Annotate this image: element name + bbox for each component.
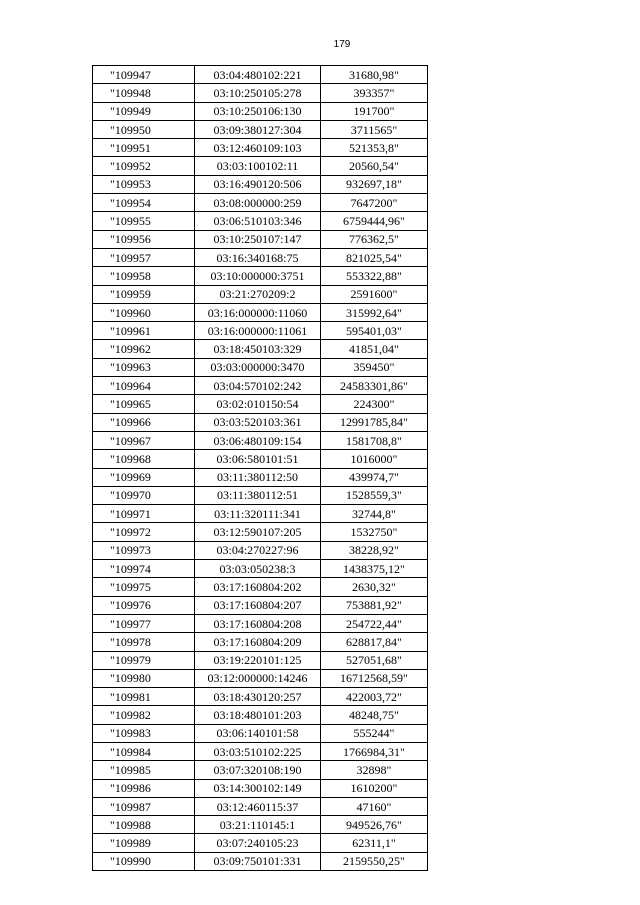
value-cell: 31680,98" xyxy=(321,66,428,84)
table-row xyxy=(93,614,428,632)
table-row xyxy=(93,852,428,870)
value-cell: 1528559,3" xyxy=(321,486,428,504)
cadastral-number-cell: 03:18:450103:329 xyxy=(195,340,321,358)
cadastral-number-cell: 03:10:250107:147 xyxy=(195,230,321,248)
table-row xyxy=(93,194,428,212)
record-id-cell: "109960 xyxy=(93,303,195,321)
cadastral-number-cell: 03:16:000000:11060 xyxy=(195,303,321,321)
table-row xyxy=(93,230,428,248)
value-cell: 753881,92" xyxy=(321,596,428,614)
record-id-cell: "109981 xyxy=(93,688,195,706)
value-cell: 821025,54" xyxy=(321,248,428,266)
cadastral-number-cell: 03:06:480109:154 xyxy=(195,431,321,449)
cadastral-number-cell: 03:18:480101:203 xyxy=(195,706,321,724)
registry-table-body xyxy=(93,66,428,871)
record-id-cell: "109948 xyxy=(93,84,195,102)
cadastral-number-cell: 03:12:460115:37 xyxy=(195,797,321,815)
table-row xyxy=(93,834,428,852)
table-row xyxy=(93,450,428,468)
cadastral-number-cell: 03:16:340168:75 xyxy=(195,248,321,266)
record-id-cell: "109970 xyxy=(93,486,195,504)
value-cell: 949526,76" xyxy=(321,816,428,834)
cadastral-number-cell: 03:04:480102:221 xyxy=(195,66,321,84)
cadastral-number-cell: 03:21:110145:1 xyxy=(195,816,321,834)
record-id-cell: "109990 xyxy=(93,852,195,870)
record-id-cell: "109988 xyxy=(93,816,195,834)
value-cell: 521353,8" xyxy=(321,139,428,157)
cadastral-number-cell: 03:18:430120:257 xyxy=(195,688,321,706)
record-id-cell: "109989 xyxy=(93,834,195,852)
table-row xyxy=(93,779,428,797)
cadastral-number-cell: 03:10:250105:278 xyxy=(195,84,321,102)
table-row xyxy=(93,102,428,120)
record-id-cell: "109968 xyxy=(93,450,195,468)
record-id-cell: "109951 xyxy=(93,139,195,157)
cadastral-number-cell: 03:08:000000:259 xyxy=(195,194,321,212)
record-id-cell: "109961 xyxy=(93,322,195,340)
table-row xyxy=(93,84,428,102)
cadastral-number-cell: 03:06:580101:51 xyxy=(195,450,321,468)
record-id-cell: "109971 xyxy=(93,505,195,523)
record-id-cell: "109964 xyxy=(93,377,195,395)
table-row xyxy=(93,651,428,669)
cadastral-number-cell: 03:04:270227:96 xyxy=(195,541,321,559)
value-cell: 2591600" xyxy=(321,285,428,303)
table-row xyxy=(93,431,428,449)
value-cell: 393357" xyxy=(321,84,428,102)
value-cell: 41851,04" xyxy=(321,340,428,358)
value-cell: 595401,03" xyxy=(321,322,428,340)
cadastral-number-cell: 03:16:000000:11061 xyxy=(195,322,321,340)
cadastral-number-cell: 03:12:000000:14246 xyxy=(195,669,321,687)
table-row xyxy=(93,468,428,486)
record-id-cell: "109979 xyxy=(93,651,195,669)
cadastral-number-cell: 03:03:050238:3 xyxy=(195,560,321,578)
record-id-cell: "109978 xyxy=(93,633,195,651)
record-id-cell: "109966 xyxy=(93,413,195,431)
table-row xyxy=(93,596,428,614)
record-id-cell: "109952 xyxy=(93,157,195,175)
record-id-cell: "109959 xyxy=(93,285,195,303)
page-number: 179 xyxy=(333,39,351,50)
cadastral-number-cell: 03:17:160804:202 xyxy=(195,578,321,596)
record-id-cell: "109972 xyxy=(93,523,195,541)
value-cell: 1532750" xyxy=(321,523,428,541)
value-cell: 527051,68" xyxy=(321,651,428,669)
table-row xyxy=(93,706,428,724)
value-cell: 555244" xyxy=(321,724,428,742)
table-row xyxy=(93,505,428,523)
record-id-cell: "109963 xyxy=(93,358,195,376)
value-cell: 191700" xyxy=(321,102,428,120)
record-id-cell: "109983 xyxy=(93,724,195,742)
cadastral-number-cell: 03:17:160804:209 xyxy=(195,633,321,651)
cadastral-number-cell: 03:11:380112:50 xyxy=(195,468,321,486)
cadastral-number-cell: 03:17:160804:208 xyxy=(195,614,321,632)
table-row xyxy=(93,285,428,303)
cadastral-number-cell: 03:10:250106:130 xyxy=(195,102,321,120)
record-id-cell: "109949 xyxy=(93,102,195,120)
table-row xyxy=(93,157,428,175)
table-row xyxy=(93,486,428,504)
record-id-cell: "109957 xyxy=(93,248,195,266)
table-row xyxy=(93,120,428,138)
value-cell: 254722,44" xyxy=(321,614,428,632)
table-row xyxy=(93,797,428,815)
value-cell: 3711565" xyxy=(321,120,428,138)
table-row xyxy=(93,578,428,596)
cadastral-number-cell: 03:19:220101:125 xyxy=(195,651,321,669)
value-cell: 1581708,8" xyxy=(321,431,428,449)
cadastral-number-cell: 03:21:270209:2 xyxy=(195,285,321,303)
table-row xyxy=(93,248,428,266)
registry-table xyxy=(92,65,428,871)
cadastral-number-cell: 03:09:380127:304 xyxy=(195,120,321,138)
record-id-cell: "109975 xyxy=(93,578,195,596)
table-row xyxy=(93,322,428,340)
record-id-cell: "109962 xyxy=(93,340,195,358)
record-id-cell: "109986 xyxy=(93,779,195,797)
value-cell: 422003,72" xyxy=(321,688,428,706)
cadastral-number-cell: 03:09:750101:331 xyxy=(195,852,321,870)
record-id-cell: "109973 xyxy=(93,541,195,559)
value-cell: 932697,18" xyxy=(321,175,428,193)
value-cell: 776362,5" xyxy=(321,230,428,248)
record-id-cell: "109977 xyxy=(93,614,195,632)
value-cell: 62311,1" xyxy=(321,834,428,852)
cadastral-number-cell: 03:06:140101:58 xyxy=(195,724,321,742)
table-row xyxy=(93,413,428,431)
record-id-cell: "109955 xyxy=(93,212,195,230)
value-cell: 2159550,25" xyxy=(321,852,428,870)
record-id-cell: "109987 xyxy=(93,797,195,815)
value-cell: 359450" xyxy=(321,358,428,376)
table-row xyxy=(93,688,428,706)
cadastral-number-cell: 03:07:320108:190 xyxy=(195,761,321,779)
value-cell: 1016000" xyxy=(321,450,428,468)
table-row xyxy=(93,395,428,413)
cadastral-number-cell: 03:03:000000:3470 xyxy=(195,358,321,376)
cadastral-number-cell: 03:02:010150:54 xyxy=(195,395,321,413)
value-cell: 6759444,96" xyxy=(321,212,428,230)
value-cell: 12991785,84" xyxy=(321,413,428,431)
record-id-cell: "109985 xyxy=(93,761,195,779)
table-row xyxy=(93,523,428,541)
table-row xyxy=(93,816,428,834)
table-row xyxy=(93,669,428,687)
cadastral-number-cell: 03:03:100102:11 xyxy=(195,157,321,175)
value-cell: 20560,54" xyxy=(321,157,428,175)
table-row xyxy=(93,66,428,84)
value-cell: 315992,64" xyxy=(321,303,428,321)
cadastral-number-cell: 03:12:460109:103 xyxy=(195,139,321,157)
cadastral-number-cell: 03:12:590107:205 xyxy=(195,523,321,541)
table-row xyxy=(93,358,428,376)
record-id-cell: "109956 xyxy=(93,230,195,248)
record-id-cell: "109967 xyxy=(93,431,195,449)
table-row xyxy=(93,724,428,742)
cadastral-number-cell: 03:16:490120:506 xyxy=(195,175,321,193)
value-cell: 628817,84" xyxy=(321,633,428,651)
table-row xyxy=(93,633,428,651)
table-row xyxy=(93,541,428,559)
value-cell: 38228,92" xyxy=(321,541,428,559)
value-cell: 32898" xyxy=(321,761,428,779)
record-id-cell: "109980 xyxy=(93,669,195,687)
value-cell: 24583301,86" xyxy=(321,377,428,395)
value-cell: 224300" xyxy=(321,395,428,413)
table-row xyxy=(93,175,428,193)
record-id-cell: "109958 xyxy=(93,267,195,285)
record-id-cell: "109974 xyxy=(93,560,195,578)
table-row xyxy=(93,560,428,578)
value-cell: 1610200" xyxy=(321,779,428,797)
value-cell: 2630,32" xyxy=(321,578,428,596)
cadastral-number-cell: 03:14:300102:149 xyxy=(195,779,321,797)
table-row xyxy=(93,340,428,358)
record-id-cell: "109982 xyxy=(93,706,195,724)
value-cell: 48248,75" xyxy=(321,706,428,724)
record-id-cell: "109969 xyxy=(93,468,195,486)
cadastral-number-cell: 03:10:000000:3751 xyxy=(195,267,321,285)
cadastral-number-cell: 03:04:570102:242 xyxy=(195,377,321,395)
table-row xyxy=(93,212,428,230)
table-row xyxy=(93,377,428,395)
value-cell: 16712568,59" xyxy=(321,669,428,687)
value-cell: 439974,7" xyxy=(321,468,428,486)
value-cell: 47160" xyxy=(321,797,428,815)
record-id-cell: "109953 xyxy=(93,175,195,193)
record-id-cell: "109976 xyxy=(93,596,195,614)
table-row xyxy=(93,267,428,285)
cadastral-number-cell: 03:11:320111:341 xyxy=(195,505,321,523)
record-id-cell: "109950 xyxy=(93,120,195,138)
cadastral-number-cell: 03:07:240105:23 xyxy=(195,834,321,852)
table-row xyxy=(93,303,428,321)
record-id-cell: "109984 xyxy=(93,742,195,760)
value-cell: 1766984,31" xyxy=(321,742,428,760)
cadastral-number-cell: 03:06:510103:346 xyxy=(195,212,321,230)
table-row xyxy=(93,742,428,760)
value-cell: 32744,8" xyxy=(321,505,428,523)
cadastral-number-cell: 03:17:160804:207 xyxy=(195,596,321,614)
cadastral-number-cell: 03:03:520103:361 xyxy=(195,413,321,431)
value-cell: 7647200" xyxy=(321,194,428,212)
cadastral-number-cell: 03:11:380112:51 xyxy=(195,486,321,504)
record-id-cell: "109954 xyxy=(93,194,195,212)
record-id-cell: "109965 xyxy=(93,395,195,413)
table-row xyxy=(93,139,428,157)
cadastral-number-cell: 03:03:510102:225 xyxy=(195,742,321,760)
value-cell: 553322,88" xyxy=(321,267,428,285)
table-row xyxy=(93,761,428,779)
value-cell: 1438375,12" xyxy=(321,560,428,578)
record-id-cell: "109947 xyxy=(93,66,195,84)
